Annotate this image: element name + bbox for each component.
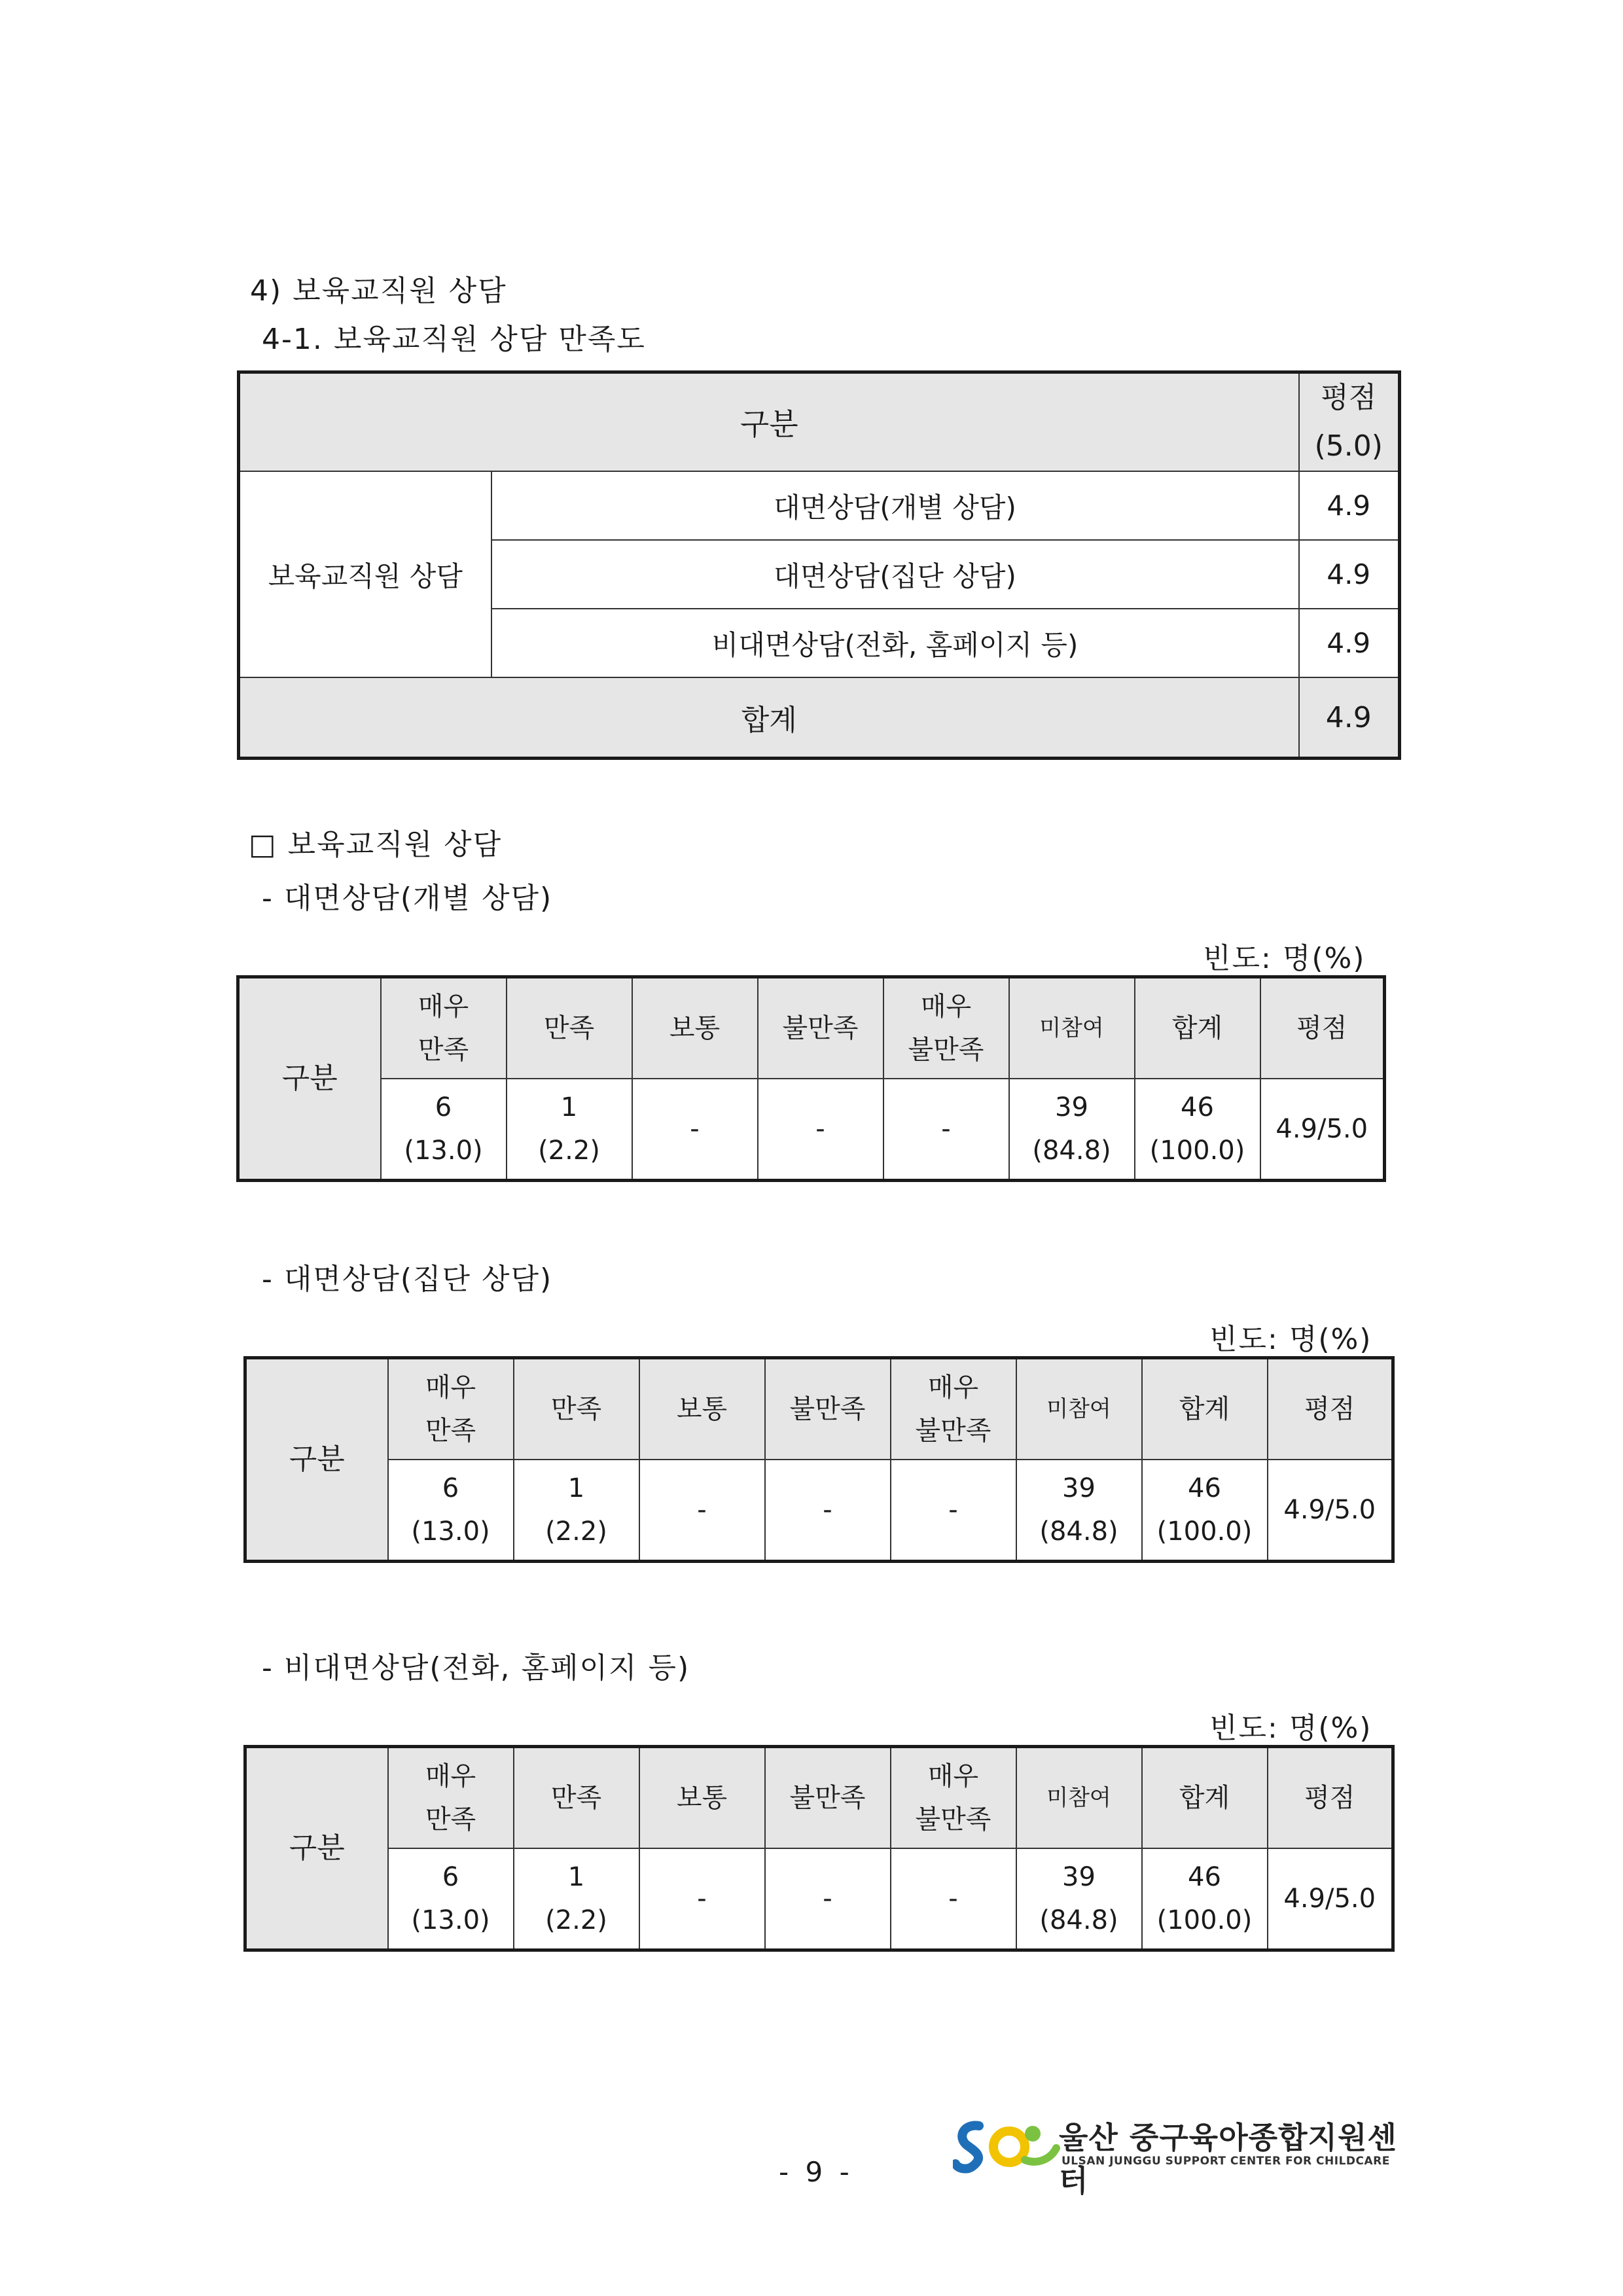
- no-participation-cell: [1016, 1460, 1142, 1562]
- frequency-table: [236, 975, 1386, 1182]
- table-row: [239, 471, 1400, 540]
- satisfied-cell: [507, 1079, 632, 1181]
- no-participation-cell: [1009, 1079, 1135, 1181]
- no-participation-cell: [1016, 1848, 1142, 1950]
- dissatisfied-cell: -: [765, 1848, 891, 1950]
- percent: (100.0): [1149, 1136, 1245, 1166]
- percent: (2.2): [545, 1516, 607, 1547]
- very-dissatisfied-cell: -: [891, 1460, 1016, 1562]
- header-category: 구분: [239, 372, 1299, 472]
- score-header: 평점: [1268, 1358, 1393, 1460]
- score-cell: 4.9/5.0: [1260, 1079, 1385, 1181]
- count: 6: [435, 1092, 452, 1122]
- very-satisfied-line1: 매우: [425, 1761, 476, 1791]
- satisfied-header: 만족: [514, 1358, 639, 1460]
- subsection-title: □ 보육교직원 상담: [249, 828, 503, 861]
- percent: (84.8): [1039, 1516, 1118, 1547]
- count: 1: [567, 1862, 585, 1892]
- percent: (13.0): [411, 1516, 490, 1547]
- unit-label: 빈도: 명(%): [1209, 1712, 1372, 1745]
- category-header: 구분: [245, 1358, 388, 1562]
- no-participation-header: 미참여: [1009, 977, 1135, 1079]
- total-label: 합계: [239, 677, 1299, 759]
- percent: (100.0): [1156, 1905, 1253, 1935]
- percent: (13.0): [411, 1905, 490, 1935]
- very-dissatisfied-header: [891, 1358, 1016, 1460]
- table-title: - 대면상담(개별 상담): [262, 882, 553, 915]
- total-header: 합계: [1142, 1747, 1268, 1849]
- percent: (84.8): [1039, 1905, 1118, 1935]
- unit-label: 빈도: 명(%): [1203, 942, 1366, 975]
- neutral-cell: -: [639, 1460, 765, 1562]
- logo-english-text: ULSAN JUNGGU SUPPORT CENTER FOR CHILDCARE: [1061, 2155, 1390, 2168]
- count: 46: [1188, 1473, 1221, 1503]
- count: 46: [1188, 1862, 1221, 1892]
- score-header: 평점: [1268, 1747, 1393, 1849]
- very-dissatisfied-line1: 매우: [927, 1761, 979, 1791]
- total-cell: [1142, 1848, 1268, 1950]
- very-satisfied-line2: 만족: [425, 1804, 476, 1835]
- very-satisfied-line2: 만족: [425, 1416, 476, 1446]
- percent: (100.0): [1156, 1516, 1253, 1547]
- header-score: [1299, 372, 1400, 472]
- row-score: 4.9: [1299, 540, 1400, 609]
- satisfaction-table: [237, 370, 1401, 760]
- percent: (13.0): [404, 1136, 483, 1166]
- row-label: 대면상담(집단 상담): [491, 540, 1299, 609]
- very-dissatisfied-cell: -: [883, 1079, 1009, 1181]
- score-header: 평점: [1260, 977, 1385, 1079]
- neutral-cell: -: [632, 1079, 758, 1181]
- satisfied-cell: [514, 1460, 639, 1562]
- very-dissatisfied-line2: 불만족: [915, 1416, 991, 1446]
- header-score-line1: 평점: [1321, 381, 1377, 414]
- very-dissatisfied-cell: -: [891, 1848, 1016, 1950]
- group-label: 보육교직원 상담: [239, 471, 491, 677]
- count: 39: [1062, 1473, 1096, 1503]
- table-title: - 비대면상담(전화, 홈페이지 등): [262, 1651, 690, 1685]
- row-label: 비대면상담(전화, 홈페이지 등): [491, 609, 1299, 677]
- row-label: 대면상담(개별 상담): [491, 471, 1299, 540]
- table-title: - 대면상담(집단 상담): [262, 1263, 553, 1296]
- very-satisfied-cell: [388, 1460, 514, 1562]
- frequency-table: [243, 1356, 1395, 1563]
- row-score: 4.9: [1299, 471, 1400, 540]
- row-score: 4.9: [1299, 609, 1400, 677]
- category-header: 구분: [238, 977, 381, 1181]
- very-dissatisfied-line1: 매우: [920, 992, 972, 1022]
- center-logo: [953, 2111, 1398, 2198]
- count: 6: [442, 1473, 459, 1503]
- dissatisfied-header: 불만족: [765, 1747, 891, 1849]
- very-dissatisfied-line1: 매우: [927, 1372, 979, 1403]
- no-participation-header: 미참여: [1016, 1358, 1142, 1460]
- very-satisfied-header: [388, 1747, 514, 1849]
- very-satisfied-cell: [381, 1079, 507, 1181]
- percent: (84.8): [1032, 1136, 1111, 1166]
- very-satisfied-header: [388, 1358, 514, 1460]
- no-participation-header: 미참여: [1016, 1747, 1142, 1849]
- very-satisfied-line2: 만족: [418, 1035, 469, 1065]
- section-subheading: 4-1. 보육교직원 상담 만족도: [262, 323, 646, 356]
- very-satisfied-line1: 매우: [418, 992, 469, 1022]
- very-satisfied-line1: 매우: [425, 1372, 476, 1403]
- neutral-header: 보통: [639, 1358, 765, 1460]
- table-header-row: [239, 372, 1400, 472]
- frequency-table: [243, 1745, 1395, 1952]
- section-heading: 4) 보육교직원 상담: [250, 274, 507, 308]
- dissatisfied-cell: -: [758, 1079, 883, 1181]
- total-cell: [1135, 1079, 1260, 1181]
- neutral-header: 보통: [639, 1747, 765, 1849]
- percent: (2.2): [545, 1905, 607, 1935]
- satisfied-cell: [514, 1848, 639, 1950]
- table-row: [245, 1848, 1393, 1950]
- total-header: 합계: [1135, 977, 1260, 1079]
- very-satisfied-header: [381, 977, 507, 1079]
- count: 1: [567, 1473, 585, 1503]
- satisfied-header: 만족: [507, 977, 632, 1079]
- unit-label: 빈도: 명(%): [1209, 1323, 1372, 1356]
- count: 46: [1181, 1092, 1214, 1122]
- dissatisfied-header: 불만족: [758, 977, 883, 1079]
- very-dissatisfied-header: [891, 1747, 1016, 1849]
- page-number: - 9 -: [779, 2156, 853, 2188]
- dissatisfied-cell: -: [765, 1460, 891, 1562]
- count: 1: [560, 1092, 578, 1122]
- category-header: 구분: [245, 1747, 388, 1950]
- very-dissatisfied-header: [883, 977, 1009, 1079]
- table-row: [238, 1079, 1385, 1181]
- total-cell: [1142, 1460, 1268, 1562]
- percent: (2.2): [538, 1136, 600, 1166]
- very-dissatisfied-line2: 불만족: [915, 1804, 991, 1835]
- total-row: [239, 677, 1400, 759]
- very-satisfied-cell: [388, 1848, 514, 1950]
- score-cell: 4.9/5.0: [1268, 1848, 1393, 1950]
- header-score-line2: (5.0): [1314, 429, 1383, 463]
- satisfied-header: 만족: [514, 1747, 639, 1849]
- center-logo-icon: [953, 2111, 1071, 2177]
- neutral-header: 보통: [632, 977, 758, 1079]
- count: 39: [1055, 1092, 1088, 1122]
- logo-korean-text: 울산 중구육아종합지원센터: [1059, 2120, 1397, 2198]
- count: 39: [1062, 1862, 1096, 1892]
- table-row: [245, 1460, 1393, 1562]
- very-dissatisfied-line2: 불만족: [908, 1035, 984, 1065]
- total-score: 4.9: [1299, 677, 1400, 759]
- dissatisfied-header: 불만족: [765, 1358, 891, 1460]
- score-cell: 4.9/5.0: [1268, 1460, 1393, 1562]
- total-header: 합계: [1142, 1358, 1268, 1460]
- neutral-cell: -: [639, 1848, 765, 1950]
- count: 6: [442, 1862, 459, 1892]
